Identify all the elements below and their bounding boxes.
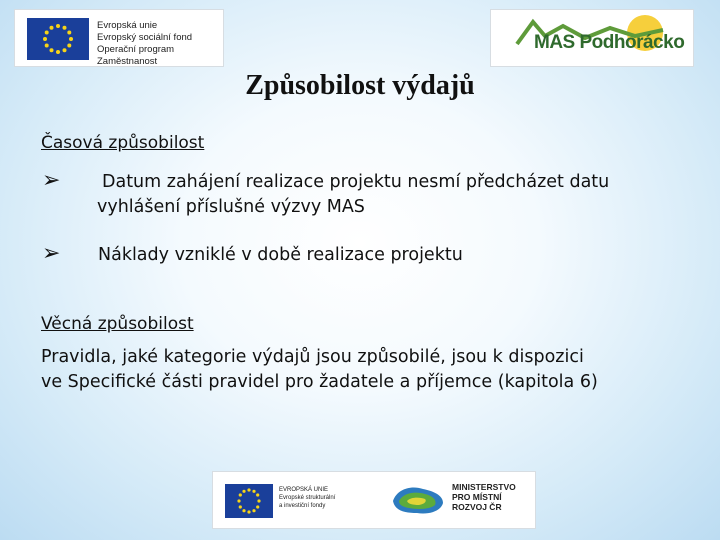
slide-title: Způsobilost výdajů [245, 70, 475, 101]
arrow-bullet-icon: ➢ [42, 168, 61, 193]
mas-podhoracko-logo [490, 9, 694, 67]
eu-logo-line: Evropský sociální fond [97, 32, 193, 43]
bullet-1-line-2: vyhlášení příslušné výzvy MAS [97, 197, 365, 217]
footer-eu-line: Evropské strukturální [279, 495, 336, 501]
eu-flag-icon [27, 18, 89, 60]
eu-logo-line: Evropská unie [97, 20, 158, 31]
time-eligibility-heading: Časová způsobilost [41, 133, 205, 153]
eu-flag-icon [225, 484, 273, 518]
footer-mmr-line: ROZVOJ ČR [452, 502, 502, 512]
footer-eu-line: a investiční fondy [279, 503, 326, 509]
czech-map-emblem-icon [389, 481, 447, 519]
footer-mmr-line: MINISTERSTVO [452, 482, 516, 492]
footer-eu-text [279, 486, 335, 510]
bullet-2-line-1: Náklady vzniklé v době realizace projektu [98, 245, 463, 265]
paragraph-line-1: Pravidla, jaké kategorie výdajů jsou způsobilé, jsou k dispozici [41, 347, 584, 367]
eu-logo-line: Operační program Zaměstnanost [97, 44, 175, 67]
content-eligibility-paragraph [41, 345, 701, 395]
paragraph-line-2: ve Specifické části pravidel pro žadatele a příjemce (kapitola 6) [41, 372, 598, 392]
arrow-bullet-icon: ➢ [42, 241, 61, 266]
footer-eu-line: EVROPSKÁ UNIE [279, 487, 329, 493]
content-eligibility-heading: Věcná způsobilost [41, 314, 194, 334]
mas-logo-text: MAS Podhorácko [534, 32, 685, 53]
eu-esf-logo [14, 9, 224, 67]
footer-mmr-line: PRO MÍSTNÍ [452, 492, 502, 502]
eu-logo-text [97, 20, 223, 68]
footer-logo-strip [212, 471, 536, 529]
footer-mmr-text [452, 482, 516, 512]
bullet-1-line-1: Datum zahájení realizace projektu nesmí předcházet datu [102, 172, 610, 192]
